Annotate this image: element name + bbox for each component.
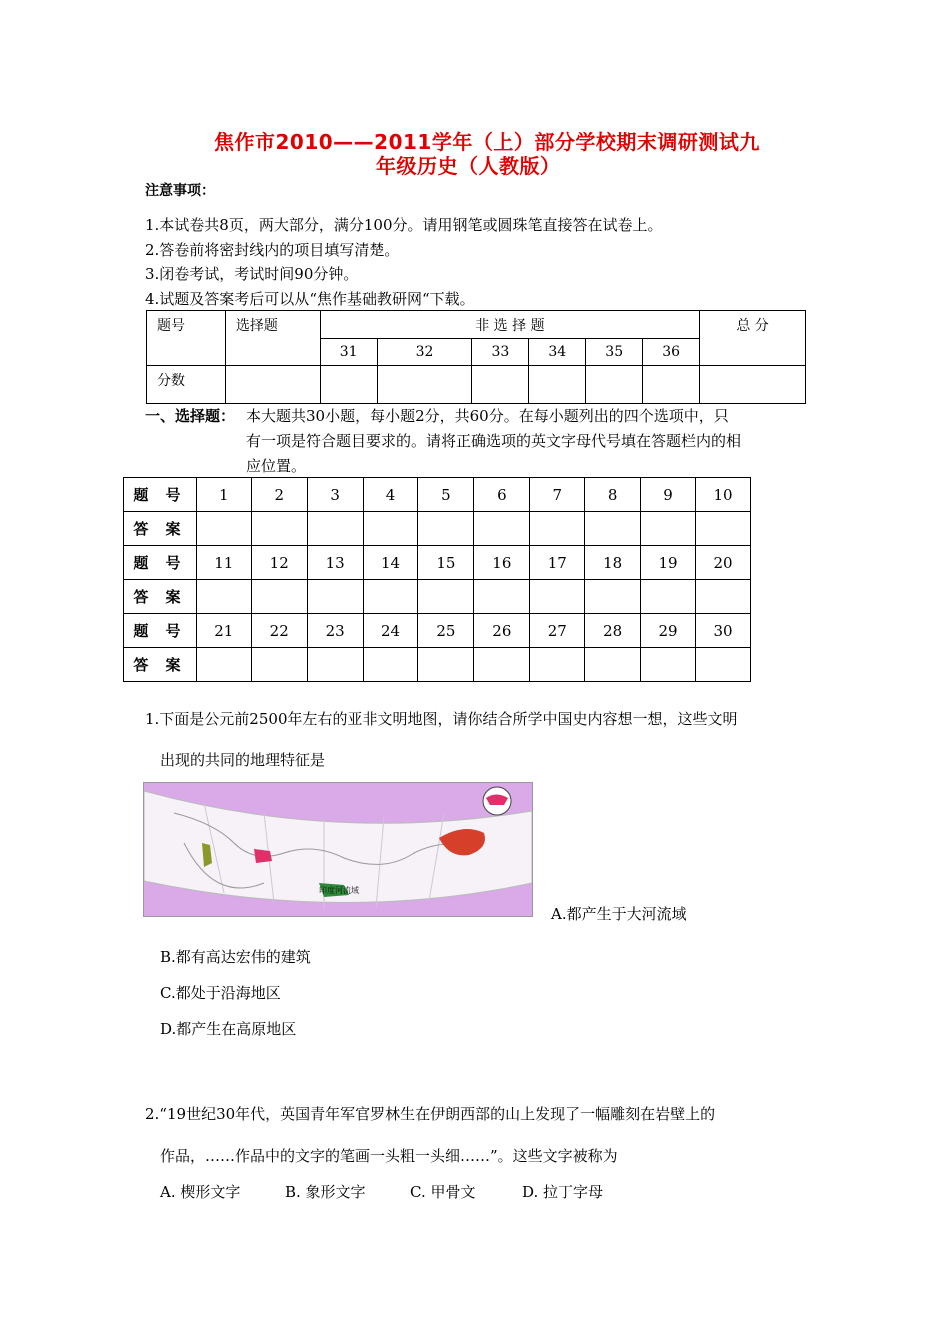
- score-header-tihao: 题号: [147, 311, 226, 366]
- score-header-xuanze: 选择题: [225, 311, 320, 366]
- score-subcol-32: 32: [377, 339, 472, 366]
- note-item-2: 2.答卷前将密封线内的项目填写清楚。: [145, 241, 400, 259]
- question-number: 3: [307, 478, 363, 512]
- question-number: 8: [585, 478, 641, 512]
- q2-option-c: C. 甲骨文: [410, 1183, 476, 1201]
- question-number: 20: [696, 546, 751, 580]
- score-cell[interactable]: [377, 366, 472, 404]
- q1-option-a: A.都产生于大河流域: [551, 905, 687, 923]
- answer-cell[interactable]: [196, 648, 251, 682]
- answer-grid-tihao-label: 题 号: [124, 478, 197, 512]
- score-cell[interactable]: [586, 366, 643, 404]
- note-item-1: 1.本试卷共8页，两大部分，满分100分。请用钢笔或圆珠笔直接答在试卷上。: [145, 216, 663, 234]
- question-number: 28: [585, 614, 641, 648]
- question-number: 30: [696, 614, 751, 648]
- score-cell[interactable]: [320, 366, 377, 404]
- answer-cell[interactable]: [363, 512, 418, 546]
- question-number: 10: [696, 478, 751, 512]
- question-number: 18: [585, 546, 641, 580]
- answer-grid-tihao-label: 题 号: [124, 614, 197, 648]
- answer-cell[interactable]: [196, 512, 251, 546]
- q1-stem-line2: 出现的共同的地理特征是: [160, 751, 326, 769]
- answer-cell[interactable]: [196, 580, 251, 614]
- answer-cell[interactable]: [641, 512, 696, 546]
- score-subcol-36: 36: [643, 339, 700, 366]
- answer-cell[interactable]: [530, 512, 585, 546]
- answer-cell[interactable]: [474, 648, 530, 682]
- question-number: 14: [363, 546, 418, 580]
- answer-cell[interactable]: [585, 648, 641, 682]
- answer-cell[interactable]: [641, 580, 696, 614]
- score-subcol-35: 35: [586, 339, 643, 366]
- map-label-indus: 印度河流域: [319, 886, 359, 895]
- answer-cell[interactable]: [418, 580, 474, 614]
- section1-line1: 本大题共30小题，每小题2分，共60分。在每小题列出的四个选项中，只: [246, 407, 729, 425]
- question-number: 16: [474, 546, 530, 580]
- question-number: 6: [474, 478, 530, 512]
- question-number: 17: [530, 546, 585, 580]
- q2-option-a: A. 楔形文字: [160, 1183, 241, 1201]
- score-cell[interactable]: [529, 366, 586, 404]
- civilization-map-image: [143, 782, 533, 917]
- q2-option-d: D. 拉丁字母: [522, 1183, 604, 1201]
- score-cell[interactable]: [700, 366, 806, 404]
- question-number: 11: [196, 546, 251, 580]
- answer-cell[interactable]: [696, 580, 751, 614]
- question-number: 23: [307, 614, 363, 648]
- answer-grid-tihao-label: 题 号: [124, 546, 197, 580]
- note-item-4: 4.试题及答案考后可以从“焦作基础教研网“下载。: [145, 290, 475, 308]
- score-subcol-33: 33: [472, 339, 529, 366]
- answer-cell[interactable]: [251, 648, 307, 682]
- score-cell[interactable]: [472, 366, 529, 404]
- question-number: 5: [418, 478, 474, 512]
- question-number: 24: [363, 614, 418, 648]
- score-row-fenshu: 分数: [147, 366, 226, 404]
- answer-cell[interactable]: [251, 512, 307, 546]
- q1-option-c: C.都处于沿海地区: [160, 984, 281, 1002]
- question-number: 12: [251, 546, 307, 580]
- section1-line2: 有一项是符合题目要求的。请将正确选项的英文字母代号填在答题栏内的相: [246, 432, 742, 450]
- note-item-3: 3.闭卷考试，考试时间90分钟。: [145, 265, 359, 283]
- answer-grid: [123, 477, 751, 682]
- question-number: 1: [196, 478, 251, 512]
- score-table: [146, 310, 806, 404]
- answer-cell[interactable]: [418, 512, 474, 546]
- answer-cell[interactable]: [530, 648, 585, 682]
- score-cell[interactable]: [643, 366, 700, 404]
- section1-line3: 应位置。: [246, 457, 307, 475]
- question-number: 19: [641, 546, 696, 580]
- score-subcol-34: 34: [529, 339, 586, 366]
- page-title-line2: 年级历史（人教版）: [376, 154, 561, 178]
- question-number: 9: [641, 478, 696, 512]
- q1-option-b: B.都有高达宏伟的建筑: [160, 948, 311, 966]
- answer-grid-daan-label: 答 案: [124, 580, 197, 614]
- score-subcol-31: 31: [320, 339, 377, 366]
- answer-cell[interactable]: [307, 512, 363, 546]
- answer-cell[interactable]: [530, 580, 585, 614]
- notes-heading: 注意事项：: [145, 183, 215, 199]
- question-number: 26: [474, 614, 530, 648]
- map-graphic: [144, 783, 532, 916]
- answer-cell[interactable]: [307, 580, 363, 614]
- question-number: 2: [251, 478, 307, 512]
- answer-cell[interactable]: [696, 512, 751, 546]
- q1-stem-line1: 1.下面是公元前2500年左右的亚非文明地图，请你结合所学中国史内容想一想，这些文明: [145, 710, 738, 728]
- score-header-zongfen: 总 分: [700, 311, 806, 366]
- score-cell[interactable]: [225, 366, 320, 404]
- q2-stem-line2: 作品，……作品中的文字的笔画一头粗一头细……”。这些文字被称为: [160, 1147, 618, 1165]
- q1-option-d: D.都产生在高原地区: [160, 1020, 297, 1038]
- answer-cell[interactable]: [585, 580, 641, 614]
- answer-grid-daan-label: 答 案: [124, 648, 197, 682]
- answer-cell[interactable]: [585, 512, 641, 546]
- answer-cell[interactable]: [251, 580, 307, 614]
- answer-grid-daan-label: 答 案: [124, 512, 197, 546]
- answer-cell[interactable]: [418, 648, 474, 682]
- question-number: 27: [530, 614, 585, 648]
- question-number: 4: [363, 478, 418, 512]
- answer-cell[interactable]: [474, 580, 530, 614]
- question-number: 7: [530, 478, 585, 512]
- question-number: 29: [641, 614, 696, 648]
- question-number: 21: [196, 614, 251, 648]
- answer-cell[interactable]: [641, 648, 696, 682]
- answer-cell[interactable]: [307, 648, 363, 682]
- q2-stem-line1: 2.“19世纪30年代，英国青年军官罗林生在伊朗西部的山上发现了一幅雕刻在岩壁上的: [145, 1105, 716, 1123]
- score-header-feixuanze: 非 选 择 题: [320, 311, 699, 339]
- question-number: 15: [418, 546, 474, 580]
- q2-option-b: B. 象形文字: [285, 1183, 366, 1201]
- answer-cell[interactable]: [696, 648, 751, 682]
- question-number: 22: [251, 614, 307, 648]
- answer-cell[interactable]: [474, 512, 530, 546]
- question-number: 25: [418, 614, 474, 648]
- answer-cell[interactable]: [363, 648, 418, 682]
- question-number: 13: [307, 546, 363, 580]
- page-title-line1: 焦作市2010——2011学年（上）部分学校期末调研测试九: [214, 130, 760, 154]
- section1-label: 一、选择题：: [145, 407, 236, 425]
- answer-cell[interactable]: [363, 580, 418, 614]
